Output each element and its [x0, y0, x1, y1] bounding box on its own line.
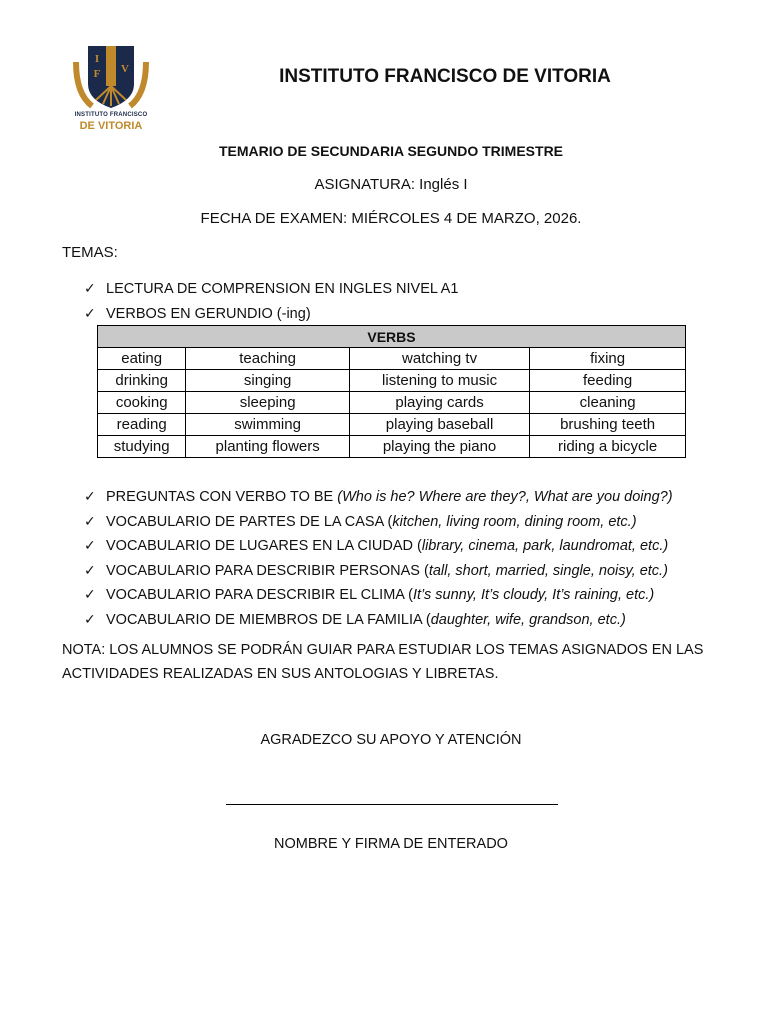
check-icon: ✓ [84, 304, 96, 321]
topic-text: PREGUNTAS CON VERBO TO BE [106, 489, 338, 505]
topic-text: VOCABULARIO PARA DESCRIBIR PERSONAS ( [106, 562, 429, 579]
topic-text: VERBOS EN GERUNDIO (-ing) [106, 305, 311, 322]
table-cell: cleaning [530, 392, 686, 414]
table-cell: fixing [530, 348, 686, 370]
verbs-table [97, 325, 686, 458]
table-cell: planting flowers [186, 436, 350, 458]
table-row [98, 370, 686, 392]
table-cell: swimming [186, 414, 350, 436]
check-icon: ✓ [84, 610, 96, 627]
study-note: NOTA: LOS ALUMNOS SE PODRÁN GUIAR PARA ESTUDIAR LOS TEMAS ASIGNADOS EN LAS ACTIVIDADES REALIZADAS EN SUS ANTOLOGIAS Y LIBRETAS. [62, 642, 704, 682]
institution-title: INSTITUTO FRANCISCO DE VITORIA [279, 66, 611, 87]
topic-examples: tall, short, married, single, noisy, etc.) [428, 562, 668, 579]
topic-examples: It’s sunny, It’s cloudy, It’s raining, etc.) [413, 587, 655, 603]
verbs-table-header: VERBS [98, 326, 686, 348]
topic-item [84, 534, 673, 559]
topics-list-bottom [84, 485, 673, 632]
check-icon: ✓ [84, 280, 96, 296]
logo-letter-f: F [93, 68, 101, 80]
subject-line: ASIGNATURA: Inglés I [314, 176, 468, 193]
table-cell: teaching [186, 348, 350, 370]
check-icon: ✓ [84, 512, 96, 529]
table-cell: listening to music [349, 370, 529, 392]
topic-text: VOCABULARIO DE MIEMBROS DE LA FAMILIA ( [106, 611, 431, 628]
topics-list-top [84, 277, 458, 326]
topic-item [84, 277, 458, 302]
thanks-line: AGRADEZCO SU APOYO Y ATENCIÓN [260, 732, 522, 748]
logo-letter-v: V [121, 63, 129, 75]
topic-item [84, 510, 673, 535]
topic-text: VOCABULARIO DE LUGARES EN LA CIUDAD ( [106, 538, 422, 554]
table-cell: playing cards [349, 392, 529, 414]
check-icon: ✓ [84, 561, 96, 578]
table-cell: drinking [98, 370, 186, 392]
institution-logo [70, 42, 152, 134]
table-row [98, 436, 686, 458]
topic-item [84, 302, 458, 327]
logo-text-bottom: DE VITORIA [79, 120, 143, 132]
table-cell: playing the piano [349, 436, 529, 458]
topic-item [84, 559, 673, 584]
table-cell: sleeping [186, 392, 350, 414]
table-cell: riding a bicycle [530, 436, 686, 458]
table-cell: brushing teeth [530, 414, 686, 436]
table-row [98, 414, 686, 436]
exam-date-line: FECHA DE EXAMEN: MIÉRCOLES 4 DE MARZO, 2026. [200, 210, 582, 227]
signature-line [226, 804, 558, 805]
topic-examples: daughter, wife, grandson, etc.) [430, 611, 626, 628]
table-cell: reading [98, 414, 186, 436]
document-subtitle: TEMARIO DE SECUNDARIA SEGUNDO TRIMESTRE [218, 143, 564, 159]
table-row [98, 392, 686, 414]
topic-text: VOCABULARIO DE PARTES DE LA CASA ( [106, 513, 393, 530]
signature-label: NOMBRE Y FIRMA DE ENTERADO [274, 836, 508, 852]
topic-examples: kitchen, living room, dining room, etc.) [392, 513, 637, 530]
topic-examples: (Who is he? Where are they?, What are you doing?) [337, 489, 673, 505]
check-icon: ✓ [84, 488, 96, 504]
table-cell: singing [186, 370, 350, 392]
shield-crest-icon [70, 42, 152, 112]
table-cell: playing baseball [349, 414, 529, 436]
table-cell: eating [98, 348, 186, 370]
table-cell: studying [98, 436, 186, 458]
check-icon: ✓ [84, 586, 96, 602]
topic-examples: library, cinema, park, laundromat, etc.) [421, 538, 669, 554]
topic-item [84, 485, 673, 510]
table-cell: watching tv [349, 348, 529, 370]
topic-text: VOCABULARIO PARA DESCRIBIR EL CLIMA ( [106, 587, 413, 603]
check-icon: ✓ [84, 537, 96, 553]
topics-heading: TEMAS: [62, 244, 118, 261]
logo-letter-i: I [94, 53, 100, 65]
topic-item [84, 608, 673, 633]
logo-text-top: INSTITUTO FRANCISCO [74, 112, 148, 118]
topic-item [84, 583, 673, 608]
table-cell: feeding [530, 370, 686, 392]
topic-text: LECTURA DE COMPRENSION EN INGLES NIVEL A1 [106, 281, 459, 297]
table-cell: cooking [98, 392, 186, 414]
table-row [98, 348, 686, 370]
